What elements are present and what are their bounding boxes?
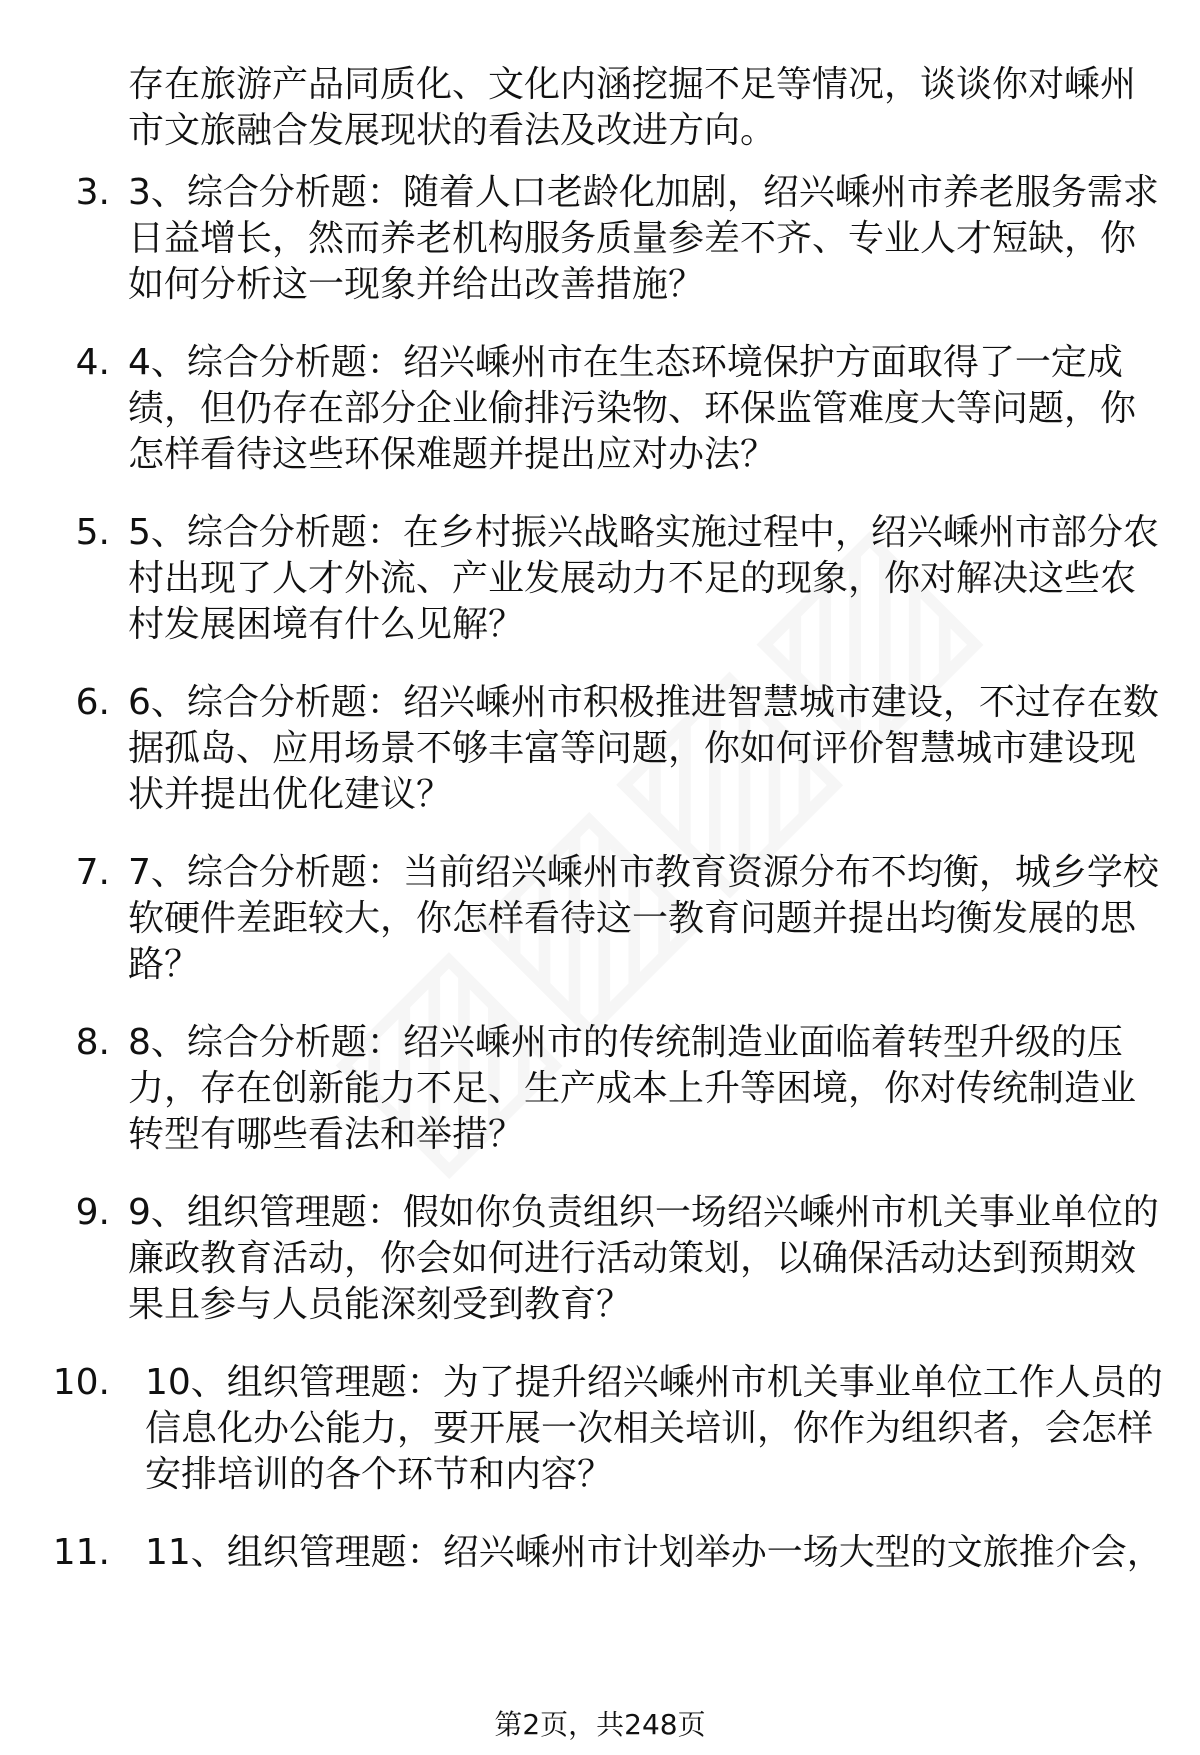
item-text: 4、综合分析题：绍兴嵊州市在生态环境保护方面取得了一定成绩，但仍存在部分企业偷排污染物、环保监管难度大等问题，你怎样看待这些环保难题并提出应对办法？ [128, 342, 1137, 475]
item-number: 5. [75, 512, 110, 553]
item-text: 6、综合分析题：绍兴嵊州市积极推进智慧城市建设，不过存在数据孤岛、应用场景不够丰富等问题，你如何评价智慧城市建设现状并提出优化建议？ [128, 682, 1159, 815]
item-text: 10、组织管理题：为了提升绍兴嵊州市机关事业单位工作人员的信息化办公能力，要开展一次相关培训，你作为组织者，会怎样安排培训的各个环节和内容？ [145, 1362, 1163, 1495]
item-number: 6. [75, 682, 110, 723]
intro-paragraph: 存在旅游产品同质化、文化内涵挖掘不足等情况，谈谈你对嵊州市文旅融合发展现状的看法及改进方向。 [128, 64, 1137, 151]
item-text: 9、组织管理题：假如你负责组织一场绍兴嵊州市机关事业单位的廉政教育活动，你会如何进行活动策划，以确保活动达到预期效果且参与人员能深刻受到教育？ [128, 1192, 1159, 1325]
item-text: 5、综合分析题：在乡村振兴战略实施过程中，绍兴嵊州市部分农村出现了人才外流、产业发展动力不足的现象，你对解决这些农村发展困境有什么见解？ [128, 512, 1159, 645]
page-footer: 第2页，共248页 [494, 1708, 706, 1741]
item-text: 3、综合分析题：随着人口老龄化加剧，绍兴嵊州市养老服务需求日益增长，然而养老机构服务质量参差不齐、专业人才短缺，你如何分析这一现象并给出改善措施？ [128, 172, 1159, 305]
item-number: 7. [75, 852, 110, 893]
item-number: 9. [75, 1192, 110, 1233]
item-text: 7、综合分析题：当前绍兴嵊州市教育资源分布不均衡，城乡学校软硬件差距较大，你怎样看待这一教育问题并提出均衡发展的思路？ [128, 852, 1159, 985]
item-text: 11、组织管理题：绍兴嵊州市计划举办一场大型的文旅推介会， [145, 1532, 1163, 1573]
item-number: 8. [75, 1022, 110, 1063]
item-number: 3. [75, 172, 110, 213]
item-number: 11. [52, 1532, 110, 1573]
item-number: 4. [75, 342, 110, 383]
item-number: 10. [52, 1362, 110, 1403]
item-text: 8、综合分析题：绍兴嵊州市的传统制造业面临着转型升级的压力，存在创新能力不足、生产成本上升等困境，你对传统制造业转型有哪些看法和举措？ [128, 1022, 1137, 1155]
